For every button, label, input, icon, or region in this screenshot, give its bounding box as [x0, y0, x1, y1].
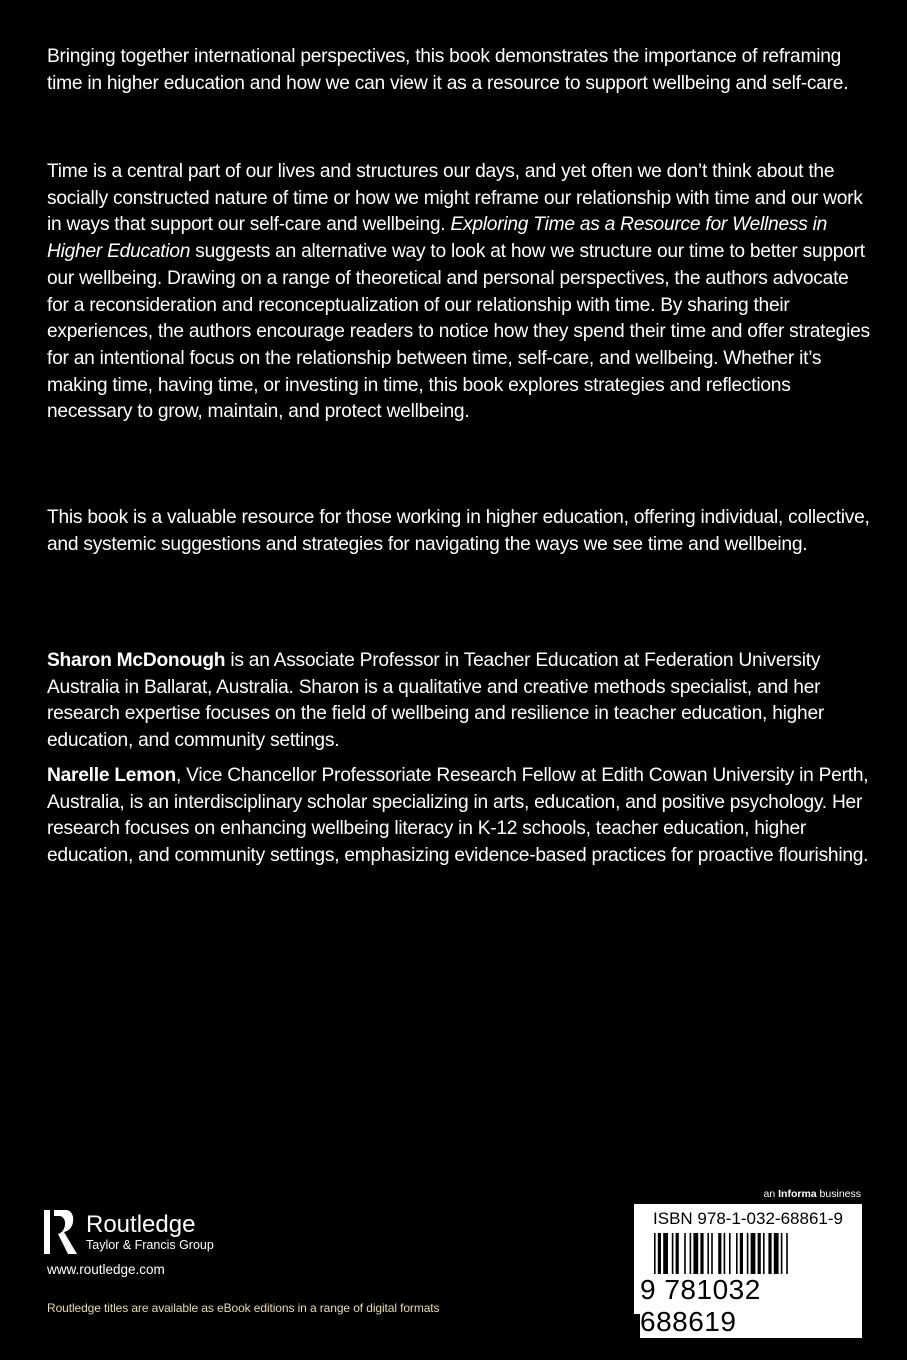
author-name: Sharon McDonough	[47, 650, 226, 671]
blurb-paragraph-3: This book is a valuable resource for those working in higher education, offering individual, collective, and systemic suggestions and strategies for navigating the ways we see time and wellbeing.	[47, 507, 870, 555]
routledge-r-icon	[44, 1208, 78, 1256]
publisher-name: Routledge	[86, 1210, 196, 1238]
ebook-note: Routledge titles are available as eBook editions in a range of digital formats	[47, 1301, 440, 1315]
author-bio-text: , Vice Chancellor Professoriate Research Fellow at Edith Cowan University in Perth, Australia, is an interdisciplinary scholar specializing in arts, education, and positive psychology. Her research focuses on enhancing wellbeing literacy in K-12 schools, teacher education, higher education, and community settings, emphasizing evidence-based practices for proactive flourishing.	[47, 765, 869, 867]
author-bio-2	[47, 763, 875, 870]
routledge-logo	[44, 1208, 214, 1256]
blurb-text: suggests an alternative way to look at how we structure our time to better support our wellbeing. Drawing on a range of theoretical and personal perspectives, the authors advocate for a reconsideration and reconceptualization of our relationship with time. By sharing their experiences, the authors encourage readers to notice how they spend their time and offer strategies for an intentional focus on the relationship between time, self-care, and wellbeing. Whether it’s making time, having time, or investing in time, this book explores strategies and reflections necessary to grow, maintain, and protect wellbeing.	[47, 241, 870, 423]
blurb-text: Time is a central part of our lives and structures our days, and yet often we don’t think about the socially constructed nature of time or how we might reframe our relationship with time and our work in ways that support our self-care and wellbeing.	[47, 161, 863, 236]
author-bio-1	[47, 648, 875, 755]
informa-text: Informa	[778, 1188, 817, 1200]
isbn-label: ISBN 978-1-032-68861-9	[653, 1209, 843, 1228]
publisher-url[interactable]: www.routledge.com	[47, 1262, 165, 1277]
barcode-digits: 9 781032 688619	[640, 1274, 862, 1338]
informa-tagline	[764, 1188, 861, 1200]
book-title: Exploring Time as a Resource for Wellness in Higher Education	[47, 214, 828, 263]
author-bio-text: is an Associate Professor in Teacher Education at Federation University Australia in Ballarat, Australia. Sharon is a qualitative and creative methods specialist, and her research expertise focuses on the field of wellbeing and resilience in teacher education, higher education, and community settings.	[47, 650, 825, 752]
blurb-paragraph-2	[47, 159, 875, 426]
informa-text: an	[763, 1188, 779, 1200]
blurb-paragraph-1: Bringing together international perspectives, this book demonstrates the importance of reframing time in higher education and how we can view it as a resource to support wellbeing and self-care.	[47, 46, 849, 94]
author-name: Narelle Lemon	[47, 765, 176, 786]
informa-text: business	[816, 1188, 861, 1200]
isbn-barcode	[634, 1204, 862, 1337]
publisher-group: Taylor & Francis Group	[86, 1237, 214, 1252]
